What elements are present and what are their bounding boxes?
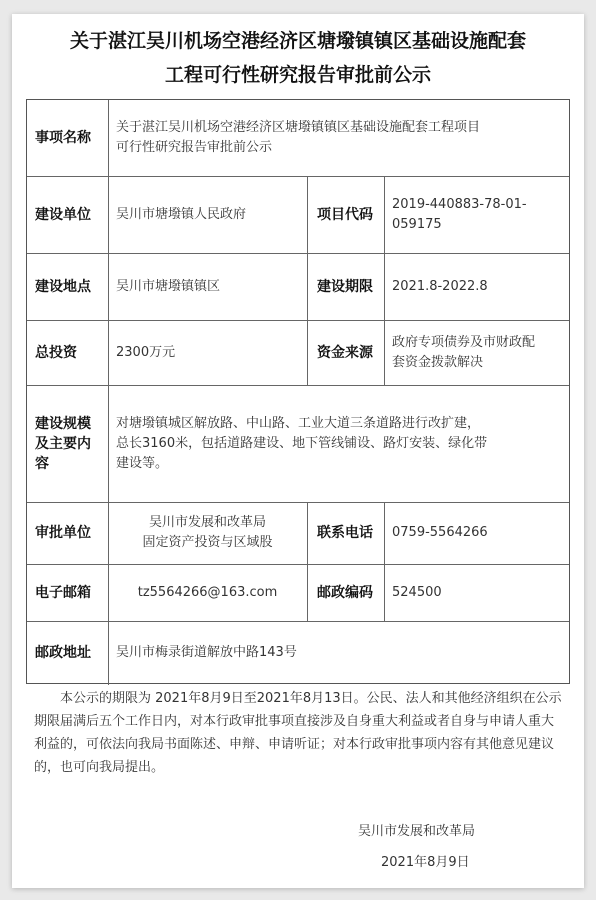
title-line-1: 关于湛江吴川机场空港经济区塘墢镇镇区基础设施配套 <box>69 30 526 52</box>
address-label: 邮政地址 <box>35 644 91 661</box>
email-label: 电子邮箱 <box>35 584 91 601</box>
scale-label-line-1: 建设规模 <box>35 415 91 432</box>
scale-value-line-2: 总长3160米，包括道路建设、地下管线铺设、路灯安装、绿化带 <box>116 435 488 451</box>
builder-label: 建设单位 <box>35 206 91 223</box>
funding-source-value <box>392 320 567 385</box>
postcode-value: 524500 <box>392 584 442 600</box>
period-value: 2021.8-2022.8 <box>392 278 488 294</box>
column-divider <box>384 176 385 385</box>
funding-source-line-1: 政府专项债券及市财政配 <box>392 334 536 350</box>
scale-value-line-1: 对塘墢镇城区解放路、中山路、工业大道三条道路进行改扩建， <box>116 415 481 431</box>
document-title <box>26 24 570 92</box>
notice-paragraph: 本公示的期限为 2021年8月9日至2021年8月13日。公民、法人和其他经济组织在公示期限届满后五个工作日内，对本行政审批事项直接涉及自身重大利益或者自身与申请人重大利益的，可依法向我局书面陈述、申辩、申请听证；对本行政审批事项内容有其他意见建议的，也可向我局提出。 <box>34 691 562 775</box>
notice-document <box>12 14 584 888</box>
approver-line-1: 吴川市发展和改革局 <box>148 515 266 530</box>
approver-value <box>108 502 307 564</box>
address-value: 吴川市梅录街道解放中路143号 <box>116 644 297 660</box>
column-divider <box>307 176 308 385</box>
scale-value <box>116 385 566 502</box>
item-name-label: 事项名称 <box>35 130 91 146</box>
approver-label: 审批单位 <box>35 525 91 541</box>
investment-value: 2300万元 <box>116 344 176 360</box>
project-code-value <box>392 176 567 253</box>
title-line-2: 工程可行性研究报告审批前公示 <box>164 64 431 86</box>
project-code-line-1: 2019-440883-78-01- <box>392 196 527 212</box>
item-name-value <box>116 100 566 176</box>
item-name-line-1: 关于湛江吴川机场空港经济区塘墢镇镇区基础设施配套工程项目 <box>116 120 481 135</box>
email-value: tz5564266@163.com <box>137 584 278 600</box>
approver-line-2: 固定资产投资与区域股 <box>142 535 273 550</box>
scale-label-line-3: 容 <box>35 455 49 472</box>
scale-label-line-2: 及主要内 <box>35 435 91 452</box>
project-code-line-2: 059175 <box>392 216 442 232</box>
postcode-label: 邮政编码 <box>317 584 373 601</box>
column-divider <box>307 502 308 621</box>
funding-source-label: 资金来源 <box>317 344 373 361</box>
period-label: 建设期限 <box>317 278 373 295</box>
info-table <box>26 99 570 684</box>
investment-label: 总投资 <box>35 344 77 361</box>
location-label: 建设地点 <box>35 278 91 295</box>
phone-label: 联系电话 <box>317 525 373 541</box>
location-value: 吴川市塘墢镇镇区 <box>116 278 221 294</box>
signature-date: 2021年8月9日 <box>381 855 470 870</box>
builder-value: 吴川市塘墢镇人民政府 <box>116 206 247 222</box>
scale-label <box>35 385 107 502</box>
phone-value: 0759-5564266 <box>392 525 488 540</box>
funding-source-line-2: 套资金拨款解决 <box>392 354 484 370</box>
signature-org: 吴川市发展和改革局 <box>358 824 476 839</box>
scale-value-line-3: 建设等。 <box>116 455 169 471</box>
column-divider <box>384 502 385 621</box>
item-name-line-2: 可行性研究报告审批前公示 <box>116 140 273 155</box>
project-code-label: 项目代码 <box>317 206 373 223</box>
